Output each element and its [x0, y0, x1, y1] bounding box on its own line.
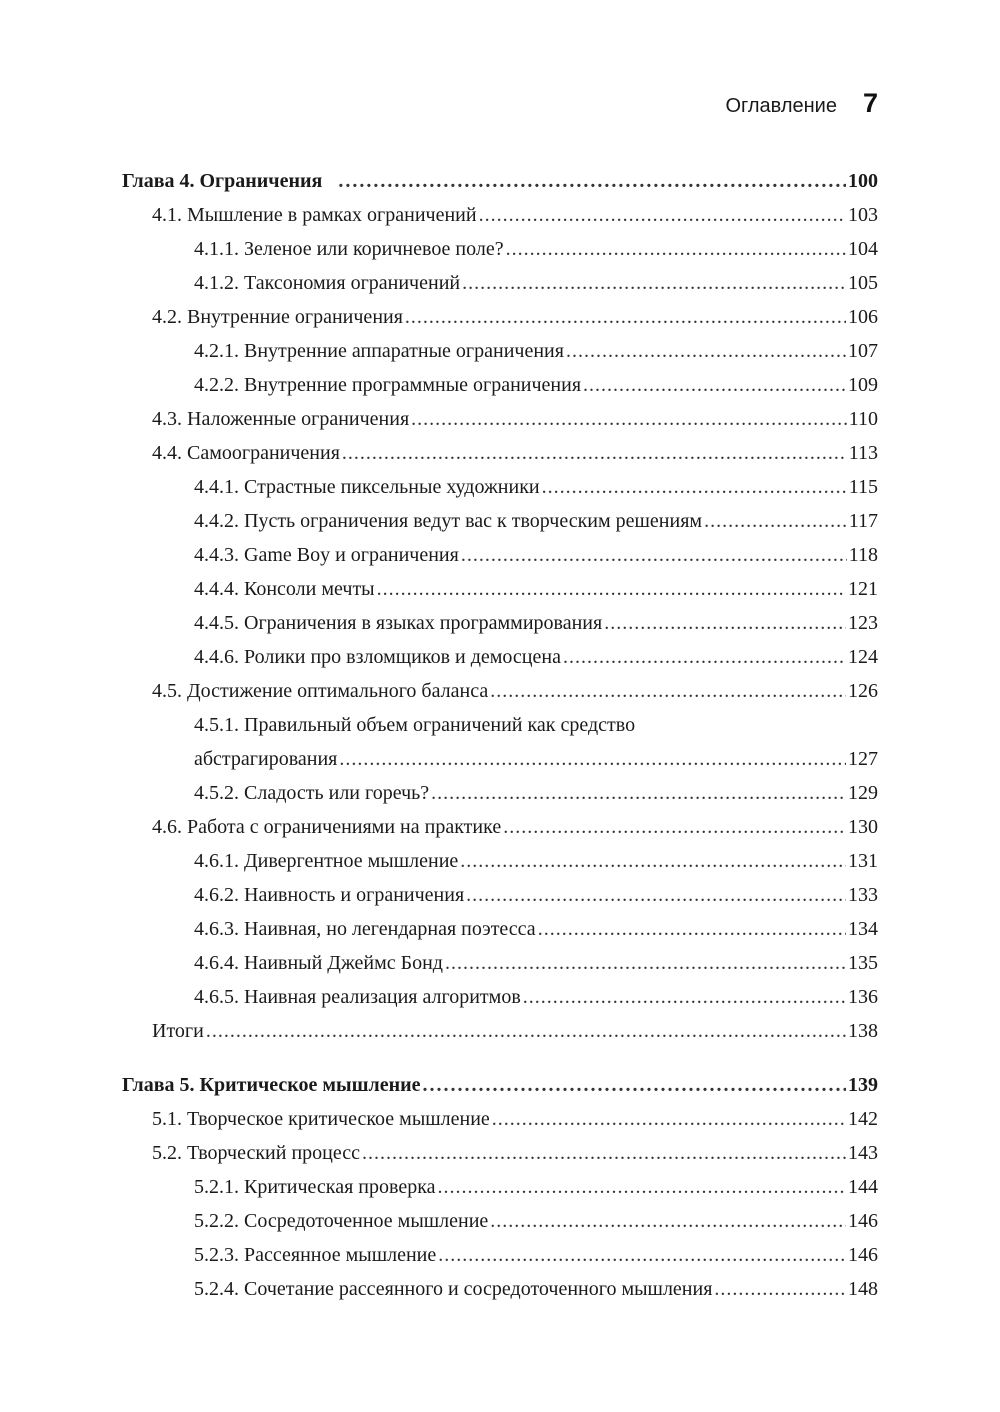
toc-entry[interactable]	[122, 470, 878, 504]
running-head	[725, 88, 878, 119]
toc-entry-page: 126	[848, 680, 878, 702]
toc-chapter-title[interactable]	[122, 1068, 878, 1102]
toc-entry-page: 134	[848, 918, 878, 940]
toc-entry[interactable]	[122, 1238, 878, 1272]
toc-entry[interactable]	[122, 1170, 878, 1204]
toc-entry-page: 104	[848, 238, 878, 260]
dot-leader	[411, 402, 847, 436]
toc-entry-page: 100	[848, 170, 878, 192]
dot-leader	[377, 572, 846, 606]
toc-entry-label: 4.2. Внутренние ограничения	[152, 306, 403, 328]
toc-entry-page: 136	[848, 986, 878, 1008]
toc-chapter-title[interactable]	[122, 164, 878, 198]
toc-entry-label: 4.1.2. Таксономия ограничений	[194, 272, 461, 294]
toc-entry-page: 127	[848, 748, 878, 770]
dot-leader	[604, 606, 846, 640]
dot-leader	[523, 980, 846, 1014]
toc-entry-label: 4.6.2. Наивность и ограничения	[194, 884, 465, 906]
dot-leader	[479, 198, 846, 232]
dot-leader	[542, 470, 847, 504]
toc-entry-label: Глава 5. Критическое мышление	[122, 1074, 421, 1096]
dot-leader	[503, 810, 846, 844]
toc-entry[interactable]	[122, 572, 878, 606]
toc-entry[interactable]	[122, 232, 878, 266]
toc-entry-page: 106	[848, 306, 878, 328]
toc-entry[interactable]	[122, 504, 878, 538]
toc-entry-label: 4.5.2. Сладость или горечь?	[194, 782, 430, 804]
toc-entry-label: 4.2.1. Внутренние аппаратные ограничения	[194, 340, 564, 362]
toc-entry[interactable]	[122, 1136, 878, 1170]
toc-entry[interactable]	[122, 266, 878, 300]
toc-entry-page: 118	[848, 544, 878, 566]
toc-entry[interactable]	[122, 334, 878, 368]
toc-entry-label: 4.1. Мышление в рамках ограничений	[152, 204, 477, 226]
toc-entry-page: 117	[848, 510, 878, 532]
toc-entry-label: 5.2. Творческий процесс	[152, 1142, 360, 1164]
toc-entry-label: 4.3. Наложенные ограничения	[152, 408, 410, 430]
dot-leader	[460, 844, 846, 878]
toc-entry[interactable]	[122, 810, 878, 844]
toc-entry-label: 4.6.4. Наивный Джеймс Бонд	[194, 952, 443, 974]
toc-entry[interactable]	[122, 878, 878, 912]
toc-entry-page: 105	[848, 272, 878, 294]
toc-entry-page: 110	[848, 408, 878, 430]
toc-entry-label: 5.2.2. Сосредоточенное мышление	[194, 1210, 489, 1232]
toc-entry[interactable]	[122, 1272, 878, 1306]
dot-leader	[492, 1102, 846, 1136]
toc-entry-page: 123	[848, 612, 878, 634]
toc-entry-label: 5.1. Творческое критическое мышление	[152, 1108, 490, 1130]
chapter-5	[122, 1068, 878, 1306]
dot-leader	[704, 504, 847, 538]
table-of-contents	[122, 164, 878, 1326]
toc-entry-label: 4.4.4. Консоли мечты	[194, 578, 375, 600]
dot-leader	[423, 1068, 846, 1102]
toc-entry-label: 4.6.5. Наивная реализация алгоритмов	[194, 986, 521, 1008]
dot-leader	[461, 538, 847, 572]
toc-entry[interactable]	[122, 1102, 878, 1136]
toc-entry-label: 4.1.1. Зеленое или коричневое поле?	[194, 238, 504, 260]
dot-leader	[362, 1136, 846, 1170]
chapter-4	[122, 164, 878, 1048]
page-number: 7	[862, 88, 878, 118]
toc-entry-label: 4.4. Самоограничения	[152, 442, 340, 464]
toc-entry-label: 4.4.2. Пусть ограничения ведут вас к творческим решениям	[194, 510, 703, 532]
toc-entry-page: 133	[848, 884, 878, 906]
toc-entry-page: 103	[848, 204, 878, 226]
toc-entry-label: 4.6.3. Наивная, но легендарная поэтесса	[194, 918, 536, 940]
toc-entry-label: Итоги	[152, 1020, 204, 1042]
dot-leader	[437, 1170, 846, 1204]
dot-leader	[462, 266, 846, 300]
dot-leader	[714, 1272, 846, 1306]
toc-entry[interactable]	[122, 198, 878, 232]
toc-entry-label: 4.4.5. Ограничения в языках программирования	[194, 612, 603, 634]
toc-entry-page: 138	[848, 1020, 878, 1042]
dot-leader	[490, 674, 846, 708]
dot-leader	[438, 1238, 846, 1272]
toc-entry-label: 4.6. Работа с ограничениями на практике	[152, 816, 502, 838]
toc-entry-label: 5.2.3. Рассеянное мышление	[194, 1244, 437, 1266]
dot-leader	[466, 878, 846, 912]
toc-entry-page: 109	[848, 374, 878, 396]
toc-entry[interactable]	[122, 946, 878, 980]
toc-entry-summary[interactable]	[122, 1014, 878, 1048]
toc-entry-label: 5.2.4. Сочетание рассеянного и сосредоточенного мышления	[194, 1278, 713, 1300]
dot-leader	[506, 232, 846, 266]
dot-leader	[583, 368, 846, 402]
dot-leader	[342, 436, 847, 470]
toc-entry[interactable]	[122, 368, 878, 402]
toc-entry-page: 107	[848, 340, 878, 362]
toc-entry-page: 129	[848, 782, 878, 804]
dot-leader	[538, 912, 846, 946]
toc-entry[interactable]	[122, 912, 878, 946]
toc-entry-page: 115	[848, 476, 878, 498]
dot-leader	[566, 334, 846, 368]
dot-leader	[445, 946, 846, 980]
toc-entry-page: 144	[848, 1176, 878, 1198]
toc-entry[interactable]	[122, 708, 878, 776]
toc-entry[interactable]	[122, 776, 878, 810]
dot-leader	[206, 1014, 846, 1048]
toc-entry[interactable]	[122, 1204, 878, 1238]
toc-entry-label: 4.4.3. Game Boy и ограничения	[194, 544, 459, 566]
toc-entry-label: 4.6.1. Дивергентное мышление	[194, 850, 459, 872]
toc-entry-label: 4.4.1. Страстные пиксельные художники	[194, 476, 540, 498]
toc-entry-label-line2: абстрагирования	[194, 748, 338, 770]
dot-leader	[324, 164, 846, 198]
toc-entry[interactable]	[122, 980, 878, 1014]
toc-entry-page: 130	[848, 816, 878, 838]
running-title: Оглавление	[725, 95, 837, 117]
toc-entry-label: Глава 4. Ограничения	[122, 170, 323, 192]
toc-entry-page: 121	[848, 578, 878, 600]
toc-entry[interactable]	[122, 640, 878, 674]
toc-entry[interactable]	[122, 674, 878, 708]
dot-leader	[405, 300, 846, 334]
dot-leader	[563, 640, 846, 674]
toc-entry-page: 124	[848, 646, 878, 668]
toc-entry-label: 4.5. Достижение оптимального баланса	[152, 680, 489, 702]
toc-entry-page: 148	[848, 1278, 878, 1300]
toc-entry-page: 135	[848, 952, 878, 974]
toc-entry-page: 146	[848, 1210, 878, 1232]
toc-entry-page: 142	[848, 1108, 878, 1130]
toc-entry-page: 131	[848, 850, 878, 872]
toc-entry[interactable]	[122, 606, 878, 640]
toc-entry-page: 146	[848, 1244, 878, 1266]
toc-entry[interactable]	[122, 300, 878, 334]
toc-entry-page: 113	[848, 442, 878, 464]
toc-entry-label: 4.2.2. Внутренние программные ограничения	[194, 374, 582, 396]
toc-entry[interactable]	[122, 402, 878, 436]
dot-leader	[339, 742, 846, 776]
dot-leader	[490, 1204, 846, 1238]
toc-entry-label: 5.2.1. Критическая проверка	[194, 1176, 436, 1198]
dot-leader	[431, 776, 846, 810]
toc-entry-page: 139	[848, 1074, 878, 1096]
toc-entry[interactable]	[122, 844, 878, 878]
toc-entry-label: 4.4.6. Ролики про взломщиков и демосцена	[194, 646, 561, 668]
toc-entry-label-line1: 4.5.1. Правильный объем ограничений как средство	[194, 714, 636, 736]
toc-entry[interactable]	[122, 436, 878, 470]
toc-entry-page: 143	[848, 1142, 878, 1164]
toc-entry[interactable]	[122, 538, 878, 572]
